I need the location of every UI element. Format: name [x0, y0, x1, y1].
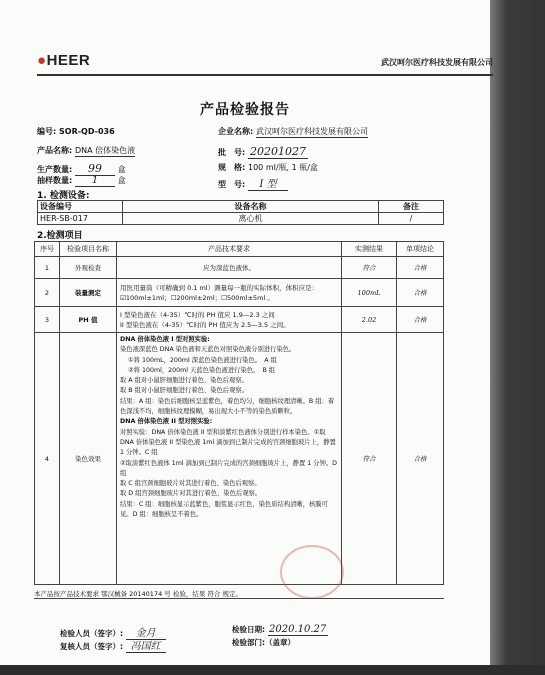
equipment-code: HER-SB-017 — [38, 213, 123, 225]
row-result: 符合 — [342, 333, 397, 585]
spec-field: 规 格: 100 ml/瓶, 1 瓶/盒 — [218, 163, 318, 172]
report-title: 产品检验报告 — [200, 102, 290, 118]
quantity-field: 生产数量: 99 盒 — [37, 162, 126, 175]
conclusion-note: 本产品按产品技术要求 鄂汉械备 20140174 号 检验，结果 符合 规定。 — [34, 590, 242, 598]
requirement-line: 结果：A 组：染色后细胞核呈蓝紫色，着色均匀，细胞核纹理清晰。B 组：着色深浅不均，细胞核纹理模糊，易出现大小不等的染色质颗粒。 — [120, 397, 335, 416]
row-item-name: 外观检查 — [60, 257, 117, 279]
items-header-requirement: 产品技术要求 — [117, 242, 342, 257]
row-verdict: 合格 — [397, 257, 444, 279]
note-divider — [34, 598, 444, 599]
company-field: 企业名称: 武汉呵尔医疗科技发展有限公司 — [218, 127, 368, 136]
items-header-result: 实测结果 — [342, 242, 397, 257]
requirement-line: 取 C 组宫颈细胞玻片对其进行着色、染色后观察。 — [120, 480, 261, 488]
equipment-section-title: 1. 检测设备: — [37, 191, 90, 201]
items-header-name: 检验项目名称 — [60, 242, 117, 257]
items-table — [34, 241, 444, 585]
inspection-date: 检验日期: 2020.10.27 — [232, 624, 327, 635]
row-requirement: I 型染色液在（4-35）℃时的 PH 值应 1.9—2.3 之间 II 型染色液在（4-35）℃时的 PH 值应为 2.5—3.5 之间。 — [117, 307, 342, 333]
equipment-note: / — [379, 213, 444, 225]
equipment-table — [37, 200, 444, 225]
row-result: 2.02 — [342, 307, 397, 333]
equipment-header-name: 设备名称 — [123, 201, 379, 213]
viewer-background — [490, 0, 545, 675]
requirement-line: 对照实验：DNA 倍体染色液 II 型和淡紫红色液体分别进行样本染色。①取 DNA 倍体染色液 II 型染色液 1ml 滴加到已制片完成的宫颈细胞玻片上，静置 1 分钟。C 组 — [120, 428, 336, 457]
row-requirement: 用医用量筒（可精确到 0.1 ml）测量每一瓶的实际体积，体积应是：☑100ml±1ml；☐200ml±2ml；☐500ml±5ml 。 — [117, 279, 342, 307]
row-no: 3 — [35, 307, 60, 333]
table-row — [35, 307, 444, 333]
inspector-signature: 检验人员（签字）: 金月 — [60, 624, 166, 640]
product-field: 产品名称: DNA 倍体染色液 — [37, 146, 136, 155]
header-company-name: 武汉呵尔医疗科技发展有限公司 — [381, 58, 493, 67]
requirement-line: 取 A 组对小鼠肝细胞进行着色、染色后观察。 — [120, 377, 248, 385]
requirement-line: ①将 100mL，200ml 深蓝色染色液进行染色。 A 组 — [128, 356, 277, 364]
requirement-line: 染色液深蓝色 DNA 染色液和天蓝色对照染色液分别进行染色。 — [120, 346, 296, 354]
row-no: 4 — [35, 333, 60, 585]
table-row — [35, 333, 444, 585]
equipment-name: 离心机 — [123, 213, 379, 225]
row-no: 2 — [35, 279, 60, 307]
taskbar — [0, 665, 545, 675]
equipment-header-note: 备注 — [379, 201, 444, 213]
equipment-header-code: 设备编号 — [38, 201, 123, 213]
items-header-verdict: 单项结论 — [397, 242, 444, 257]
items-section-title: 2.检测项目 — [37, 231, 83, 241]
row-item-name: 染色效果 — [60, 333, 117, 585]
model-field: 型 号: I 型 — [218, 175, 288, 191]
batch-field: 批 号: 20201027 — [218, 145, 306, 158]
items-header-no: 序号 — [35, 242, 60, 257]
row-item-name: 装量测定 — [60, 279, 117, 307]
table-row — [35, 257, 444, 279]
header-divider — [37, 74, 493, 76]
sample-field: 抽样数量: 1 盒 — [37, 175, 126, 186]
reviewer-signature: 复核人员（签字）: 冯国红 — [60, 637, 166, 653]
requirement-line: 结果：C 组：细胞核显示蓝紫色，胞浆显示红色，染色质结构清晰，核膜可见。D 组：细胞核呈不着色。 — [120, 500, 328, 519]
row-verdict: 合格 — [397, 307, 444, 333]
row-result: 符合 — [342, 257, 397, 279]
row-item-name: PH 值 — [60, 307, 117, 333]
row-result: 100mL — [342, 279, 397, 307]
row-verdict: 合格 — [397, 333, 444, 585]
requirement-line: ②将 100ml，200ml 天蓝色染色液进行染色。 B 组 — [128, 366, 276, 374]
row-no: 1 — [35, 257, 60, 279]
code-field: 编号: SOR-QD-036 — [37, 127, 115, 136]
company-logo: ●HEER — [37, 52, 91, 69]
requirement-line: DNA 倍体染色液 II 型对照实验: — [120, 418, 213, 426]
row-requirement: 应为深蓝色液体。 — [117, 257, 342, 279]
table-row — [35, 279, 444, 307]
requirement-line: 取 D 组宫颈细胞玻片对其进行着色、染色后观察。 — [120, 490, 262, 498]
row-verdict: 合格 — [397, 279, 444, 307]
requirement-line: DNA 倍体染色液 I 型对照实验: — [120, 336, 210, 343]
requirement-line: 取 B 组对小鼠肝细胞进行着色、染色后观察。 — [120, 387, 248, 395]
inspection-dept: 检验部门:（盖章） — [232, 638, 295, 647]
red-stamp — [280, 545, 344, 599]
requirement-line: ②取淡紫红色液体 1ml 滴加到已制片完成的宫颈细胞玻片上，静置 1 分钟。D 组 — [120, 459, 338, 477]
